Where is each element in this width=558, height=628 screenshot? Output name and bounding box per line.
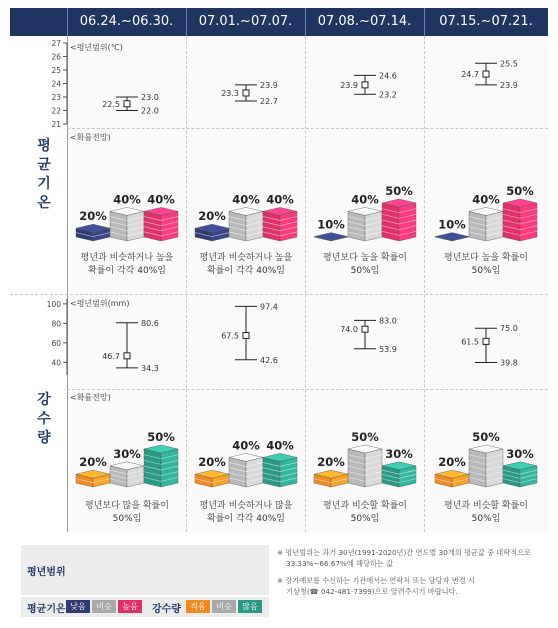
temp-bar-label: 20% xyxy=(198,209,226,224)
section-title-temperature-char: 평 xyxy=(37,138,51,154)
precip-bar-label: 50% xyxy=(472,430,500,444)
section-title-temperature-char: 균 xyxy=(37,157,51,173)
temp-bar-label: 50% xyxy=(385,184,413,198)
temp-bar xyxy=(503,199,537,241)
period-label-1: 06.24.~06.30. xyxy=(79,14,174,29)
precip-y-tick-label: 80 xyxy=(51,319,61,329)
temp-description: 평년보다 높을 확률이 xyxy=(444,253,528,263)
temp-bar xyxy=(348,207,382,241)
precip-upper-value: 83.0 xyxy=(379,316,397,326)
section-title-precipitation-char: 량 xyxy=(37,430,51,446)
legend-precip-high-chip: 많음 xyxy=(238,600,262,613)
temp-upper-value: 24.6 xyxy=(379,71,397,81)
temp-bar-left-face xyxy=(110,211,127,241)
legend-temp-similar-chip: 비슷 xyxy=(92,600,116,613)
temp-range-mean-marker xyxy=(362,82,368,88)
temp-upper-value: 25.5 xyxy=(500,59,518,69)
temp-description: 확률이 각각 40%임 xyxy=(88,266,166,276)
temp-range-mean-marker xyxy=(243,90,249,96)
precip-y-tick-label: 100 xyxy=(46,299,61,309)
precip-description: 평년보다 많을 확률이 xyxy=(85,501,169,511)
period-label-2: 07.01.~07.07. xyxy=(198,14,293,29)
temp-lower-value: 23.2 xyxy=(379,90,397,100)
precip-bar xyxy=(263,453,297,487)
precip-lower-value: 39.8 xyxy=(500,358,518,368)
precip-description: 평년과 비슷하거나 많을 xyxy=(199,501,293,511)
note-line: 기상청(☎ 042-481-7399)으로 알려주시기 바랍니다. xyxy=(286,586,458,596)
temp-bar-right-face xyxy=(280,211,297,241)
temp-description: 50%임 xyxy=(350,266,380,276)
temp-upper-value: 23.9 xyxy=(260,80,278,90)
temp-bar xyxy=(382,199,416,241)
temp-prob-label: <확률전망) xyxy=(70,133,111,142)
temp-upper-value: 23.0 xyxy=(141,93,159,102)
precip-mean-value: 46.7 xyxy=(102,351,120,361)
precip-bar xyxy=(229,453,263,487)
precip-lower-value: 53.9 xyxy=(379,344,397,354)
precip-range-mean-marker xyxy=(124,353,130,359)
temp-bar-right-face xyxy=(127,211,144,241)
precip-bar xyxy=(314,470,348,487)
note-contact xyxy=(277,576,475,597)
temp-bar xyxy=(110,207,144,241)
temp-y-tick-label: 27 xyxy=(51,39,61,48)
precip-upper-value: 80.6 xyxy=(141,318,159,328)
note-line: ※ 장기예보를 수신하는 기관에서는 연락처 또는 담당자 변경 시 xyxy=(277,576,475,585)
precip-bar-label: 50% xyxy=(147,430,175,444)
temp-bar-left-face xyxy=(144,211,161,241)
precip-bar-label: 40% xyxy=(232,438,260,453)
precip-range-mean-marker xyxy=(362,326,368,332)
temp-description: 평년보다 높을 확률이 xyxy=(323,253,407,263)
section-title-precipitation-char: 강 xyxy=(37,392,51,408)
precip-description: 평년과 비슷할 확률이 xyxy=(323,501,407,511)
precip-bar xyxy=(348,445,382,487)
precip-bar-label: 40% xyxy=(266,438,294,453)
precip-description: 50%임 xyxy=(471,514,501,524)
precip-upper-value: 75.0 xyxy=(500,324,518,334)
temp-bar-left-face xyxy=(229,211,246,241)
note-range-definition xyxy=(277,548,531,569)
note-line: ※ 평년범위는 과거 30년(1991-2020년)간 연도별 30개의 평균값 중 대략적으로 xyxy=(277,548,532,557)
precip-range-label: <평년범위(mm) xyxy=(70,299,130,308)
temp-mean-value: 23.9 xyxy=(340,80,358,90)
temp-bar-label: 40% xyxy=(232,192,260,207)
temp-bar-top-face xyxy=(314,233,348,241)
section-title-temperature-char: 기 xyxy=(37,176,51,192)
temp-bar-label: 40% xyxy=(472,192,500,207)
note-line: 33.33%~66.67%에 해당하는 값 xyxy=(286,558,394,568)
legend-precip-similar-chip: 비슷 xyxy=(212,600,236,613)
temp-bar-label: 40% xyxy=(113,192,141,207)
temp-y-tick-label: 25 xyxy=(51,66,61,75)
temp-bar-left-face xyxy=(263,211,280,241)
temp-y-tick-label: 21 xyxy=(51,120,61,129)
precip-bar xyxy=(469,445,503,487)
temp-bar xyxy=(144,207,178,241)
temp-description: 확률이 각각 40%임 xyxy=(207,266,285,276)
temp-range-mean-marker xyxy=(124,101,130,107)
precip-bar-label: 50% xyxy=(351,430,379,444)
temp-y-tick-label: 22 xyxy=(51,106,61,116)
precip-range-mean-marker xyxy=(483,338,489,344)
temp-description: 평년과 비슷하거나 높을 xyxy=(199,253,293,263)
temp-bar-label: 40% xyxy=(351,192,379,207)
legend-temp-title: 평균기온 xyxy=(27,604,66,615)
temp-bar-label: 40% xyxy=(147,192,175,207)
precip-bar-label: 20% xyxy=(79,455,107,470)
temp-bar xyxy=(314,233,348,241)
precip-prob-label: <확률전망) xyxy=(70,393,111,402)
temp-bar-label: 50% xyxy=(506,184,534,198)
temp-range-label: <평년범위(℃) xyxy=(70,43,123,52)
temp-y-tick-label: 23 xyxy=(51,93,61,102)
temp-bar-label: 10% xyxy=(438,217,466,232)
precip-bar-label: 30% xyxy=(506,446,534,461)
precip-y-tick-label: 40 xyxy=(51,358,61,368)
temp-bar-right-face xyxy=(365,211,382,241)
precip-bar xyxy=(76,470,110,487)
legend-range-title: 평년범위 xyxy=(27,567,66,578)
precip-range-mean-marker xyxy=(243,333,249,339)
precip-description: 확률이 각각 40%임 xyxy=(207,514,285,524)
precip-bar xyxy=(382,462,416,487)
precip-lower-value: 42.6 xyxy=(260,355,278,365)
legend-temp-high-chip: 높음 xyxy=(118,600,142,613)
temp-mean-value: 23.3 xyxy=(221,88,239,98)
temp-bar-left-face xyxy=(469,211,486,241)
temp-description: 평년과 비슷하거나 높을 xyxy=(80,253,174,263)
period-label-3: 07.08.~07.14. xyxy=(317,14,412,29)
precip-bar-left-face xyxy=(229,457,246,487)
precip-bar-right-face xyxy=(280,457,297,487)
precip-bar-right-face xyxy=(246,457,263,487)
temp-lower-value: 23.9 xyxy=(500,80,518,90)
precip-bar xyxy=(195,470,229,487)
legend-precip-low-chip: 적음 xyxy=(186,600,210,613)
precip-bar-label: 20% xyxy=(438,455,466,470)
period-label-4: 07.15.~07.21. xyxy=(439,14,533,29)
temp-y-tick-label: 24 xyxy=(51,79,61,89)
precip-upper-value: 97.4 xyxy=(260,302,278,312)
precip-bar xyxy=(503,462,537,487)
temp-lower-value: 22.0 xyxy=(141,106,159,116)
section-title-precipitation-char: 수 xyxy=(37,411,51,427)
temp-bar-right-face xyxy=(161,211,178,241)
precip-description: 50%임 xyxy=(350,514,380,524)
temp-bar xyxy=(76,224,110,241)
temp-y-tick-label: 26 xyxy=(51,52,61,62)
temp-bar xyxy=(263,207,297,241)
temp-description: 50%임 xyxy=(471,266,501,276)
precip-bar-label: 30% xyxy=(385,446,413,461)
precip-description: 50%임 xyxy=(112,514,142,524)
temp-bar xyxy=(229,207,263,241)
legend-precip-title: 강수량 xyxy=(152,604,181,615)
temp-bar-left-face xyxy=(348,211,365,241)
precip-mean-value: 61.5 xyxy=(461,337,479,347)
precip-description: 평년과 비슷할 확률이 xyxy=(444,501,528,511)
temp-bar-label: 10% xyxy=(317,217,345,232)
precip-mean-value: 74.0 xyxy=(340,325,358,335)
precip-bar xyxy=(435,470,469,487)
temp-bar-right-face xyxy=(486,211,503,241)
precip-bar-label: 20% xyxy=(198,455,226,470)
temp-mean-value: 22.5 xyxy=(102,99,120,109)
temp-mean-value: 24.7 xyxy=(461,70,479,80)
precip-bar-left-face xyxy=(263,457,280,487)
section-title-temperature-char: 온 xyxy=(37,195,51,211)
temp-bar-label: 20% xyxy=(79,209,107,224)
precip-lower-value: 34.3 xyxy=(141,363,159,373)
precip-y-tick-label: 60 xyxy=(51,338,61,348)
legend-temp-low-chip: 낮음 xyxy=(66,600,90,613)
precip-bar xyxy=(144,445,178,487)
precip-bar-label: 20% xyxy=(317,455,345,470)
precip-bar xyxy=(110,462,144,487)
temp-lower-value: 22.7 xyxy=(260,97,278,107)
precip-bar-label: 30% xyxy=(113,446,141,461)
temp-bar-top-face xyxy=(435,233,469,241)
temp-range-mean-marker xyxy=(483,71,489,77)
temp-bar xyxy=(195,224,229,241)
temp-bar-right-face xyxy=(246,211,263,241)
temp-bar xyxy=(469,207,503,241)
temp-bar xyxy=(435,233,469,241)
precip-mean-value: 67.5 xyxy=(221,331,239,341)
temp-bar-label: 40% xyxy=(266,192,294,207)
